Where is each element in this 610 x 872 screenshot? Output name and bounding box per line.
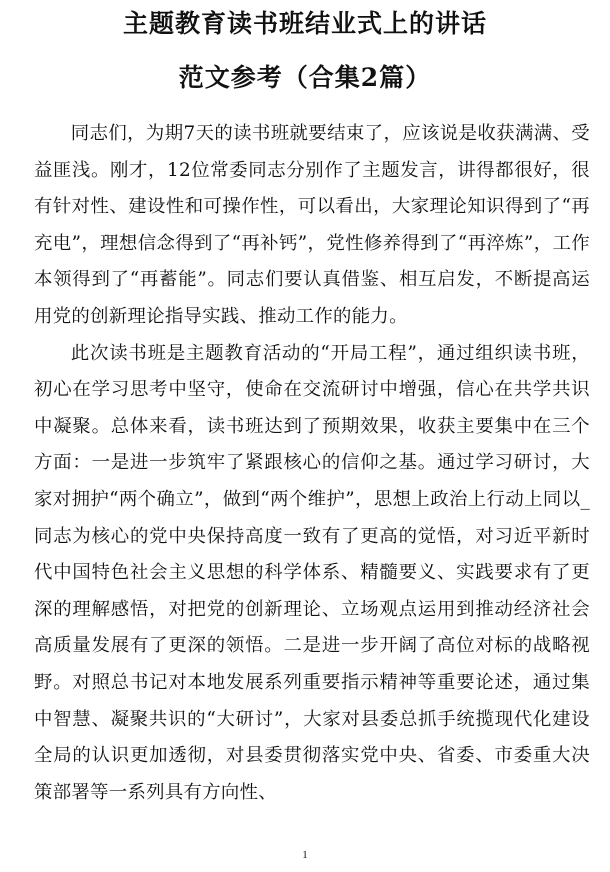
document-title: 主题教育读书班结业式上的讲话: [122, 9, 487, 38]
page-number: 1: [302, 849, 308, 861]
document-body: [34, 116, 590, 811]
body-paragraph: 同志们，为期7天的读书班就要结束了，应该说是收获满满、受益匪浅。刚才，12位常委同志分别作了主题发言，讲得都很好，很有针对性、建设性和可操作性，可以看出，大家理论知识得到了“再充电”，理想信念得到了“再补钙”，党性修养得到了“再淬炼”，工作本领得到了“再蓄能”。同志们要认真借鉴、相互启发，不断提高运用党的创新理论指导实践、推动工作的能力。: [34, 123, 590, 327]
document-subtitle: 范文参考（合集2篇）: [178, 63, 432, 92]
body-paragraph: 此次读书班是主题教育活动的“开局工程”，通过组织读书班，初心在学习思考中坚守，使命在交流研讨中增强，信心在共学共识中凝聚。总体来看，读书班达到了预期效果，收获主要集中在三个方面：一是进一步筑牢了紧跟核心的信仰之基。通过学习研讨，大家对拥护“两个确立”，做到“两个维护”，思想上政治上行动上同以_同志为核心的党中央保持高度一致有了更高的觉悟，对习近平新时代中国特色社会主义思想的科学体系、精髓要义、实践要求有了更深的理解感悟，对把党的创新理论、立场观点运用到推动经济社会高质量发展有了更深的领悟。二是进一步开阔了高位对标的战略视野。对照总书记对本地发展系列重要指示精神等重要论述，通过集中智慧、凝聚共识的“大研讨”，大家对县委总抓手统揽现代化建设全局的认识更加透彻，对县委贯彻落实党中央、省委、市委重大决策部署等一系列具有方向性、: [34, 342, 590, 803]
